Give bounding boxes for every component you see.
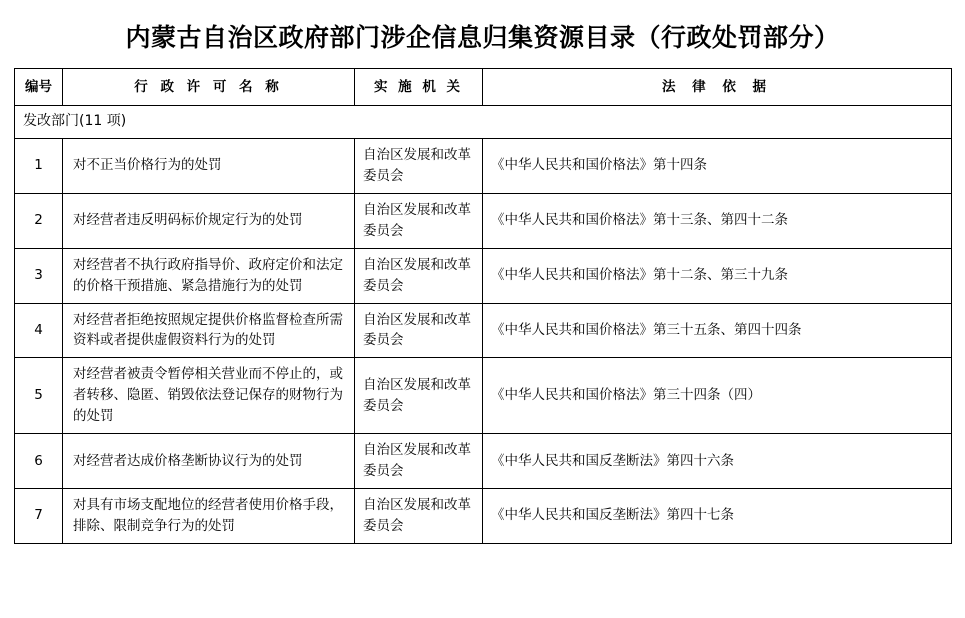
group-label: 发改部门(11 项) <box>15 106 952 139</box>
table-row <box>15 193 952 248</box>
page-title: 内蒙古自治区政府部门涉企信息归集资源目录（行政处罚部分） <box>125 23 840 52</box>
row-legal-basis: 《中华人民共和国反垄断法》第四十七条 <box>483 488 952 543</box>
row-legal-basis: 《中华人民共和国价格法》第十四条 <box>483 139 952 194</box>
row-legal-basis: 《中华人民共和国价格法》第十三条、第四十二条 <box>483 193 952 248</box>
table-row <box>15 139 952 194</box>
group-header-row <box>15 106 952 139</box>
row-organization: 自治区发展和改革委员会 <box>355 488 483 543</box>
column-header-no: 编号 <box>15 69 63 106</box>
row-legal-basis: 《中华人民共和国反垄断法》第四十六条 <box>483 434 952 489</box>
table-row <box>15 358 952 434</box>
row-legal-basis: 《中华人民共和国价格法》第三十四条（四） <box>483 358 952 434</box>
row-permit-name: 对不正当价格行为的处罚 <box>63 139 355 194</box>
row-organization: 自治区发展和改革委员会 <box>355 248 483 303</box>
table-header <box>15 69 952 106</box>
row-permit-name: 对经营者拒绝按照规定提供价格监督检查所需资料或者提供虚假资料行为的处罚 <box>63 303 355 358</box>
row-permit-name: 对经营者被责令暂停相关营业而不停止的，或者转移、隐匿、销毁依法登记保存的财物行为的处罚 <box>63 358 355 434</box>
row-permit-name: 对经营者不执行政府指导价、政府定价和法定的价格干预措施、紧急措施行为的处罚 <box>63 248 355 303</box>
row-number: 6 <box>15 434 63 489</box>
row-legal-basis: 《中华人民共和国价格法》第十二条、第三十九条 <box>483 248 952 303</box>
column-header-law: 法 律 依 据 <box>483 69 952 106</box>
row-number: 3 <box>15 248 63 303</box>
row-legal-basis: 《中华人民共和国价格法》第三十五条、第四十四条 <box>483 303 952 358</box>
row-organization: 自治区发展和改革委员会 <box>355 434 483 489</box>
table-row <box>15 434 952 489</box>
row-permit-name: 对具有市场支配地位的经营者使用价格手段，排除、限制竞争行为的处罚 <box>63 488 355 543</box>
row-organization: 自治区发展和改革委员会 <box>355 139 483 194</box>
row-number: 1 <box>15 139 63 194</box>
table-row <box>15 303 952 358</box>
column-header-name: 行 政 许 可 名 称 <box>63 69 355 106</box>
row-number: 2 <box>15 193 63 248</box>
row-organization: 自治区发展和改革委员会 <box>355 358 483 434</box>
column-header-org: 实 施 机 关 <box>355 69 483 106</box>
row-number: 7 <box>15 488 63 543</box>
row-organization: 自治区发展和改革委员会 <box>355 303 483 358</box>
row-permit-name: 对经营者违反明码标价规定行为的处罚 <box>63 193 355 248</box>
table-row <box>15 488 952 543</box>
row-number: 5 <box>15 358 63 434</box>
catalog-table <box>14 68 952 544</box>
table-row <box>15 248 952 303</box>
row-number: 4 <box>15 303 63 358</box>
row-permit-name: 对经营者达成价格垄断协议行为的处罚 <box>63 434 355 489</box>
table-body <box>15 106 952 544</box>
row-organization: 自治区发展和改革委员会 <box>355 193 483 248</box>
